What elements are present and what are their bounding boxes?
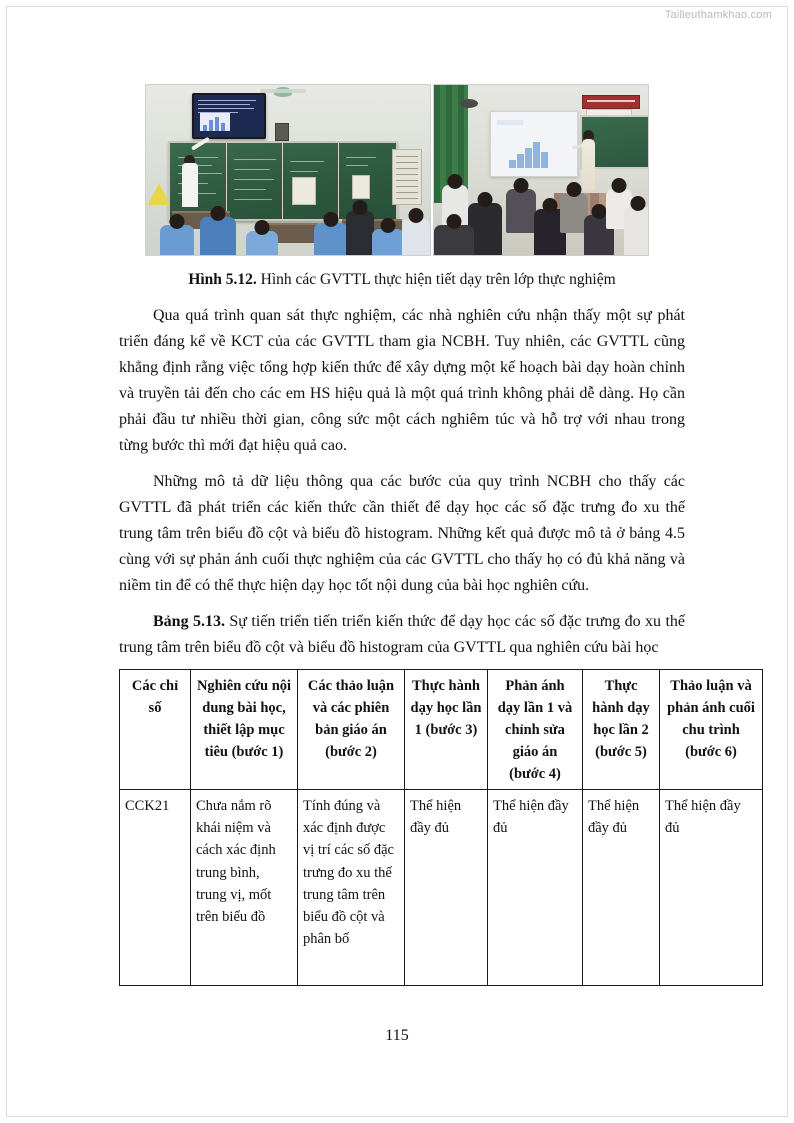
table-row [120, 790, 763, 986]
student-figure [402, 219, 430, 256]
ceiling-fan-icon [274, 87, 292, 97]
page-content [119, 84, 755, 986]
teacher-ao-dai-figure [582, 139, 595, 191]
student-figure [624, 207, 649, 256]
student-figure [372, 229, 404, 256]
table-header-cell-step1: Nghiên cứu nội dung bài học, thiết lập mục tiêu (bước 1) [191, 670, 298, 790]
figure-caption-text: Hình các GVTTL thực hiện tiết dạy trên lớp thực nghiệm [256, 271, 616, 288]
wall-speaker-icon [275, 123, 289, 141]
figure-caption-label: Hình 5.12. [188, 271, 257, 288]
table-header-cell-step6: Thảo luận và phản ánh cuối chu trình (bước 6) [660, 670, 763, 790]
wall-fan-icon [460, 99, 478, 108]
student-figure [200, 217, 236, 256]
table-header-cell-indicator: Các chỉ số [120, 670, 191, 790]
table-cell-indicator: CCK21 [120, 790, 191, 986]
student-figure [314, 223, 348, 256]
table-header-cell-step2: Các thảo luận và các phiên bản giáo án (bước 2) [298, 670, 405, 790]
progress-table [119, 669, 763, 986]
tv-bar-chart-icon [200, 113, 230, 131]
body-paragraph-1: Qua quá trình quan sát thực nghiệm, các nhà nghiên cứu nhận thấy một sự phát triển đáng kể về KCT của các GVTTL tham gia NCBH. Tuy nhiên, các GVTTL cũng khẳng định rằng việc tổng hợp kiến thức để xây dựng một kế hoạch bài dạy hoàn chỉnh và truyền tải đến cho các em HS hiệu quả là một quá trình không phải dễ dàng. Họ cần phải đầu tư nhiều thời gian, công sức một cách nghiêm túc và hỗ trợ với nhau trong từng bước thì mới đạt hiệu quả cao. [119, 307, 685, 454]
classroom-projector-photo [433, 84, 649, 256]
figure-image-row [145, 84, 711, 256]
student-figure [246, 231, 278, 256]
page-number: 115 [385, 1027, 409, 1044]
figure-caption [119, 269, 685, 291]
table-header-cell-step4: Phản ánh dạy lần 1 và chỉnh sửa giáo án (bước 4) [488, 670, 583, 790]
table-caption-text: Sự tiến triển tiến triển kiến thức để dạy học các số đặc trưng đo xu thế trung tâm trên biểu đồ cột và biểu đồ histogram của GVTTL qua nghiên cứu bài học [119, 613, 685, 657]
student-figure [160, 225, 194, 256]
wall-tv-screen [192, 93, 266, 139]
table-cell-step4: Thể hiện đầy đủ [488, 790, 583, 986]
classroom-chalkboard-photo [145, 84, 431, 256]
table-caption [119, 609, 685, 661]
wall-poster [392, 149, 422, 205]
table-cell-step1: Chưa nắm rõ khái niệm và cách xác định trung bình, trung vị, mốt trên biểu đồ [191, 790, 298, 986]
table-caption-label: Bảng 5.13. [153, 613, 225, 631]
table-header-cell-step3: Thực hành dạy học lần 1 (bước 3) [405, 670, 488, 790]
table-cell-step6: Thể hiện đầy đủ [660, 790, 763, 986]
table-cell-step3: Thể hiện đầy đủ [405, 790, 488, 986]
watermark-label: Tailieuthamkhao.com [664, 9, 772, 21]
teacher-body [182, 163, 198, 207]
table-header-row [120, 670, 763, 790]
table-header-cell-step5: Thực hành dạy học lần 2 (bước 5) [583, 670, 660, 790]
student-figure [506, 189, 536, 233]
projection-screen [490, 111, 578, 177]
red-wall-banner [582, 95, 640, 109]
student-figure [434, 225, 474, 256]
body-paragraph-2: Những mô tả dữ liệu thông qua các bước của quy trình NCBH cho thấy các GVTTL đã phát triển các kiến thức cần thiết để dạy học các số đặc trưng đo xu thế trung tâm trên biểu đồ cột và biểu đồ histogram. Những kết quả được mô tả ở bảng 4.5 cùng với sự phản ánh cuối thực nghiệm của các GVTTL cho thấy họ có đủ khả năng và niềm tin để có thể thực hiện dạy học tốt nội dung của bài học nghiên cứu. [119, 472, 685, 594]
student-figure [346, 211, 374, 256]
table-cell-step2: Tính đúng và xác định được vị trí các số đặc trưng đo xu thế trung tâm trên biểu đồ cột và phân bố [298, 790, 405, 986]
table-cell-step5: Thể hiện đầy đủ [583, 790, 660, 986]
